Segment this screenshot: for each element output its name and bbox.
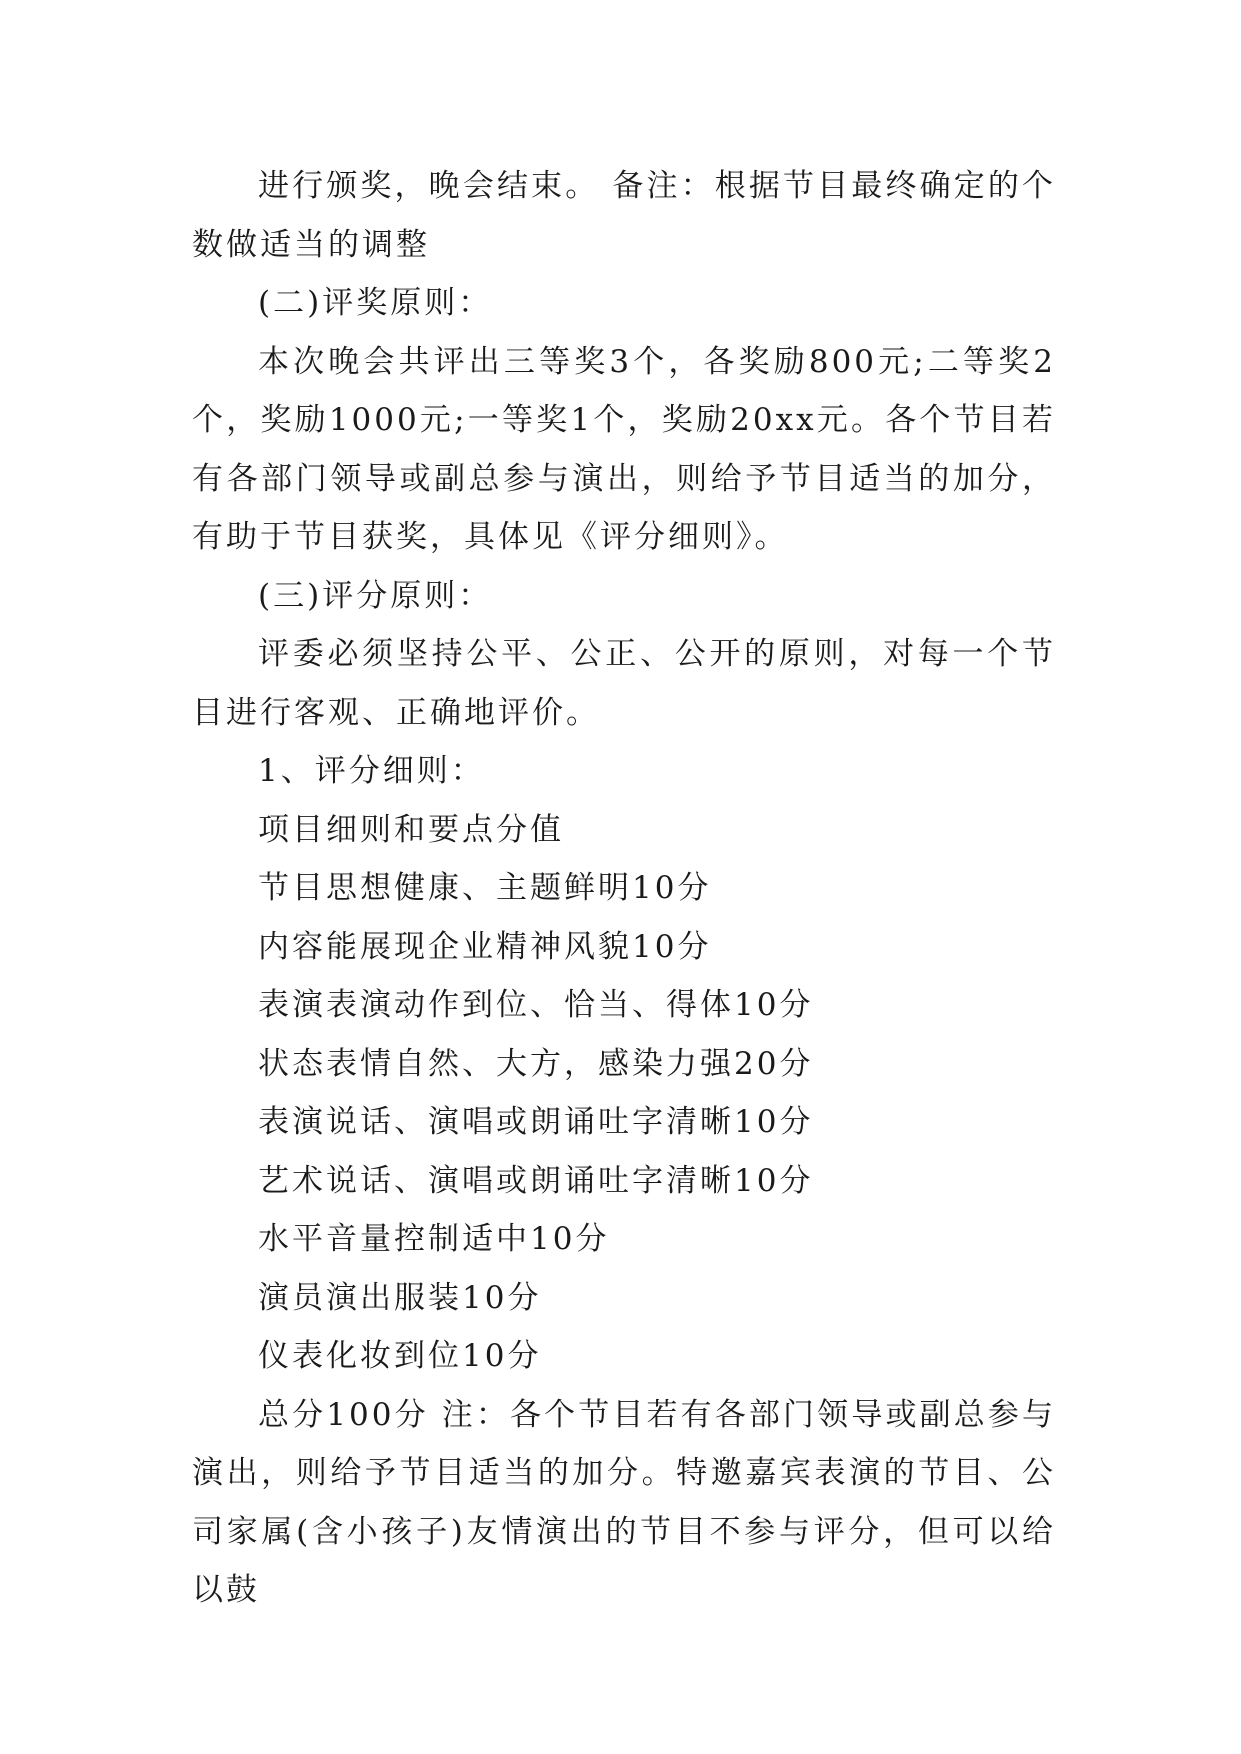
list-item: 演员演出服装10分 [258,1279,542,1316]
list-item: 艺术说话、演唱或朗诵吐字清晰10分 [258,1162,814,1199]
paragraph-total-score-note: 总分100分 注：各个节目若有各部门领导或副总参与演出，则给予节目适当的加分。特邀嘉宾表演的节目、公司家属(含小孩子)友情演出的节目不参与评分，但可以给以鼓 [192,1396,1056,1608]
heading-scoring-details: 1、评分细则： [258,753,485,789]
list-item: 仪表化妆到位10分 [258,1338,542,1374]
list-item: 节目思想健康、主题鲜明10分 [258,870,712,906]
paragraph-judging-rule: 评委必须坚持公平、公正、公开的原则，对每一个节目进行客观、正确地评价。 [192,636,1056,731]
heading-scoring-principles: (三)评分原则： [258,577,493,614]
paragraph-award-ceremony: 进行颁奖，晚会结束。 备注：根据节目最终确定的个数做适当的调整 [192,168,1056,263]
document-body [192,157,1056,1620]
heading-award-principles: (二)评奖原则： [258,285,493,321]
list-item-header: 项目细则和要点分值 [258,811,564,848]
list-item: 水平音量控制适中10分 [258,1221,610,1257]
list-item: 状态表情自然、大方，感染力强20分 [258,1045,814,1082]
paragraph-prize-details: 本次晚会共评出三等奖3个，各奖励800元;二等奖2个，奖励1000元;一等奖1个，奖励20xx元。各个节目若有各部门领导或副总参与演出，则给予节目适当的加分，有助于节目获奖，具体见《评分细则》。 [192,343,1056,555]
list-item: 表演表演动作到位、恰当、得体10分 [258,987,814,1023]
list-item: 内容能展现企业精神风貌10分 [258,928,712,965]
list-item: 表演说话、演唱或朗诵吐字清晰10分 [258,1104,814,1140]
